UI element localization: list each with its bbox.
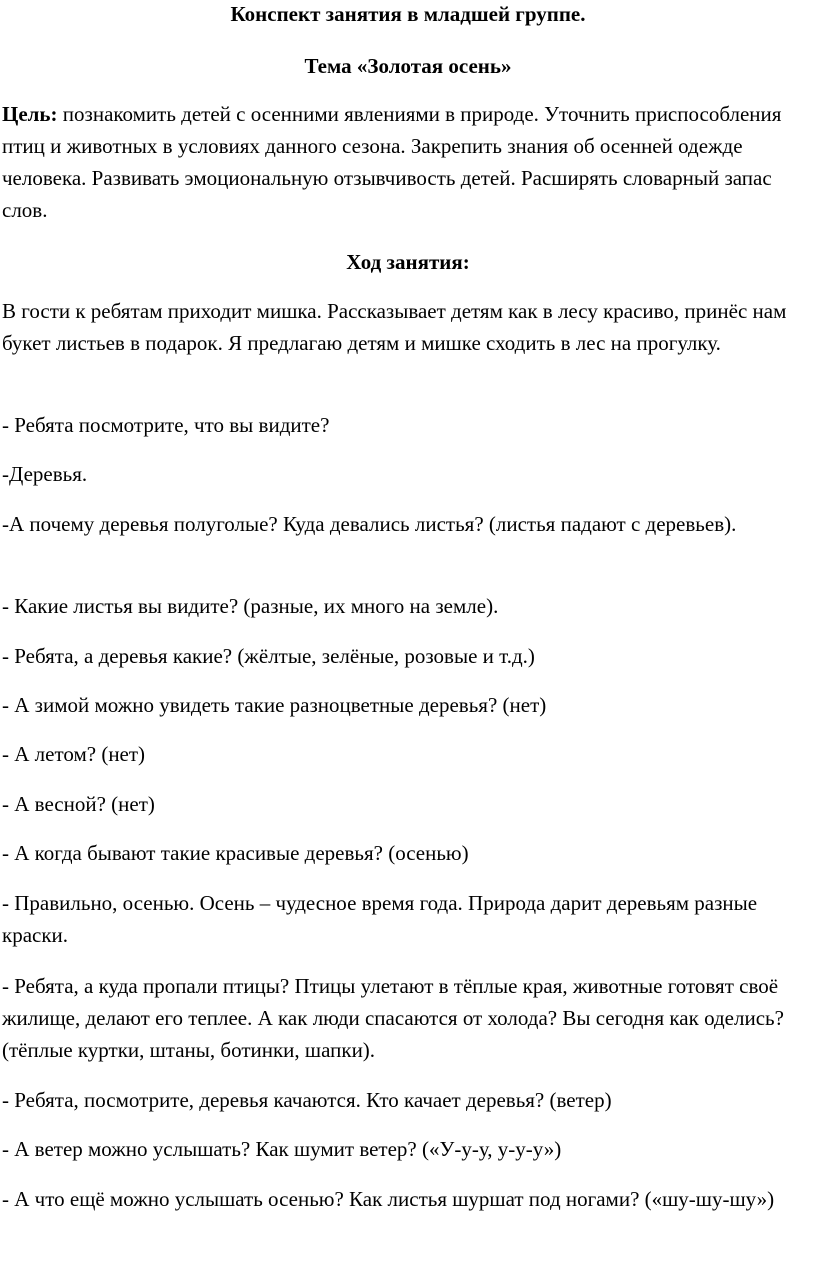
lesson-paragraph: - А летом? (нет) <box>2 742 146 766</box>
lesson-paragraph: В гости к ребятам приходит мишка. Рассказывает детям как в лесу красиво, принёс нам букет листьев в подарок. Я предлагаю детям и мишке сходить в лес на прогулку. <box>2 299 787 355</box>
lesson-paragraph: - Ребята, а куда пропали птицы? Птицы улетают в тёплые края, животные готовят своё жилище, делают его теплее. А как люди спасаются от холода? Вы сегодня как оделись? (тёплые куртки, штаны, ботинки, шапки). <box>2 974 784 1062</box>
document-topic: Тема «Золотая осень» <box>304 54 512 78</box>
lesson-paragraph: - А когда бывают такие красивые деревья? (осенью) <box>2 841 469 865</box>
lesson-paragraph: -Деревья. <box>2 462 88 486</box>
lesson-paragraph: - Ребята, посмотрите, деревья качаются. Кто качает деревья? (ветер) <box>2 1088 612 1112</box>
lesson-paragraph: - Ребята, а деревья какие? (жёлтые, зелёные, розовые и т.д.) <box>2 644 535 668</box>
lesson-paragraph: - Какие листья вы видите? (разные, их много на земле). <box>2 594 499 618</box>
lesson-paragraph: - А весной? (нет) <box>2 792 155 816</box>
lesson-paragraph: - А зимой можно увидеть такие разноцветные деревья? (нет) <box>2 693 547 717</box>
lesson-paragraph: - Правильно, осенью. Осень – чудесное время года. Природа дарит деревьям разные краски. <box>2 891 758 947</box>
document-title: Конспект занятия в младшей группе. <box>230 2 586 26</box>
lesson-heading: Ход занятия: <box>346 250 470 274</box>
goal-label: Цель: <box>2 102 58 126</box>
goal-text: познакомить детей с осенними явлениями в природе. Уточнить приспособления птиц и животных в условиях данного сезона. Закрепить знания об осенней одежде человека. Развивать эмоциональную отзывчивость детей. Расширять словарный запас слов. <box>2 102 782 222</box>
lesson-paragraph: -А почему деревья полуголые? Куда девались листья? (листья падают с деревьев). <box>2 512 737 536</box>
goal-paragraph <box>2 98 808 226</box>
lesson-paragraph: - А что ещё можно услышать осенью? Как листья шуршат под ногами? («шу-шу-шу») <box>2 1187 775 1211</box>
lesson-paragraph: - А ветер можно услышать? Как шумит ветер? («У-у-у, у-у-у») <box>2 1137 562 1161</box>
lesson-paragraph: - Ребята посмотрите, что вы видите? <box>2 413 330 437</box>
